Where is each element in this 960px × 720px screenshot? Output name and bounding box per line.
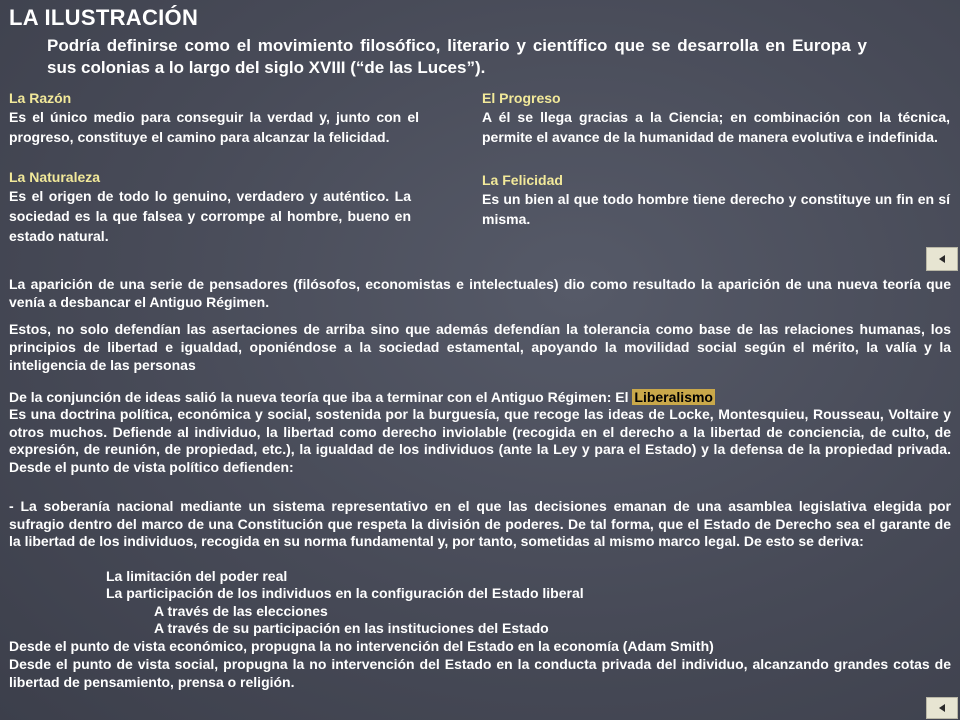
section-naturaleza	[9, 168, 411, 246]
section-razon	[9, 89, 419, 147]
triangle-left-icon	[937, 254, 947, 264]
paragraph-pensadores: La aparición de una serie de pensadores (filósofos, economistas e intelectuales) dio como resultado la aparición de una nueva teoría que venía a desbancar el Antiguo Régimen.	[9, 276, 951, 310]
triangle-left-icon	[937, 703, 947, 713]
section-felicidad	[482, 171, 950, 229]
section-felicidad-heading: La Felicidad	[482, 172, 563, 188]
paragraph-liberalismo-intro-text: De la conjunción de ideas salió la nueva teoría que iba a terminar con el Antiguo Régimen: El	[9, 389, 633, 405]
paragraph-soberania: - La soberanía nacional mediante un sistema representativo en el que las decisiones emanan de una asamblea legislativa elegida por sufragio dentro del marco de una Constitución que respeta la división de poderes. De tal forma, que el Estado de Derecho sea el garante de la libertad de los individuos, recogida en su norma fundamental y, por tanto, sometidas al mismo marco legal. De esto se deriva:	[9, 498, 951, 549]
page-title: LA ILUSTRACIÓN	[9, 5, 199, 30]
page-subtitle: Podría definirse como el movimiento filosófico, literario y científico que se desarrolla en Europa y sus colonias a lo largo del siglo XVIII (“de las Luces”).	[47, 36, 867, 77]
paragraph-doctrina: Es una doctrina política, económica y social, sostenida por la burguesía, que recoge las ideas de Locke, Montesquieu, Rousseau, Voltaire y otros muchos. Defiende al individuo, la libertad como derecho inviolable (recogida en el derecho a la libertad de conciencia, de culto, de expresión, de reunión, de propiedad, etc.), la igualdad de los individuos (ante la Ley y para el Estado) y la defensa de la propiedad privada. Desde el punto de vista político defienden:	[9, 406, 951, 475]
section-progreso-text: A él se llega gracias a la Ciencia; en combinación con la técnica, permite el avance de la humanidad de manera evolutiva e indefinida.	[482, 109, 950, 145]
section-razon-heading: La Razón	[9, 90, 72, 106]
paragraph-tolerancia: Estos, no solo defendían las asertaciones de arriba sino que además defendían la tolerancia como base de las relaciones humanas, los principios de libertad e igualdad, oponiéndose a la sociedad estamental, apoyando la movilidad social según el mérito, la valía y la inteligencia de las personas	[9, 321, 951, 373]
section-naturaleza-text: Es el origen de todo lo genuino, verdadero y auténtico. La sociedad es la que falsea y corrompe al hombre, bueno en estado natural.	[9, 188, 411, 244]
list-item-participacion: La participación de los individuos en la configuración del Estado liberal	[106, 585, 584, 601]
back-button-bottom[interactable]	[926, 697, 958, 719]
section-naturaleza-heading: La Naturaleza	[9, 169, 101, 185]
list-item-limitacion: La limitación del poder real	[106, 568, 288, 584]
section-progreso-heading: El Progreso	[482, 90, 561, 106]
liberalismo-highlight: Liberalismo	[634, 389, 713, 405]
list-subitem-instituciones: A través de su participación en las instituciones del Estado	[154, 620, 549, 636]
paragraph-liberalismo-intro	[9, 388, 951, 406]
list-subitem-elecciones: A través de las elecciones	[154, 603, 328, 619]
back-button[interactable]	[926, 247, 958, 271]
section-progreso	[482, 89, 950, 147]
paragraph-economico: Desde el punto de vista económico, propugna la no intervención del Estado en la economía (Adam Smith)	[9, 638, 714, 654]
paragraph-social: Desde el punto de vista social, propugna la no intervención del Estado en la conducta privada del individuo, alcanzando grandes cotas de libertad de pensamiento, prensa o religión.	[9, 656, 951, 690]
section-razon-text: Es el único medio para conseguir la verdad y, junto con el progreso, constituye el camino para alcanzar la felicidad.	[9, 109, 419, 145]
section-felicidad-text: Es un bien al que todo hombre tiene derecho y constituye un fin en sí misma.	[482, 191, 950, 227]
